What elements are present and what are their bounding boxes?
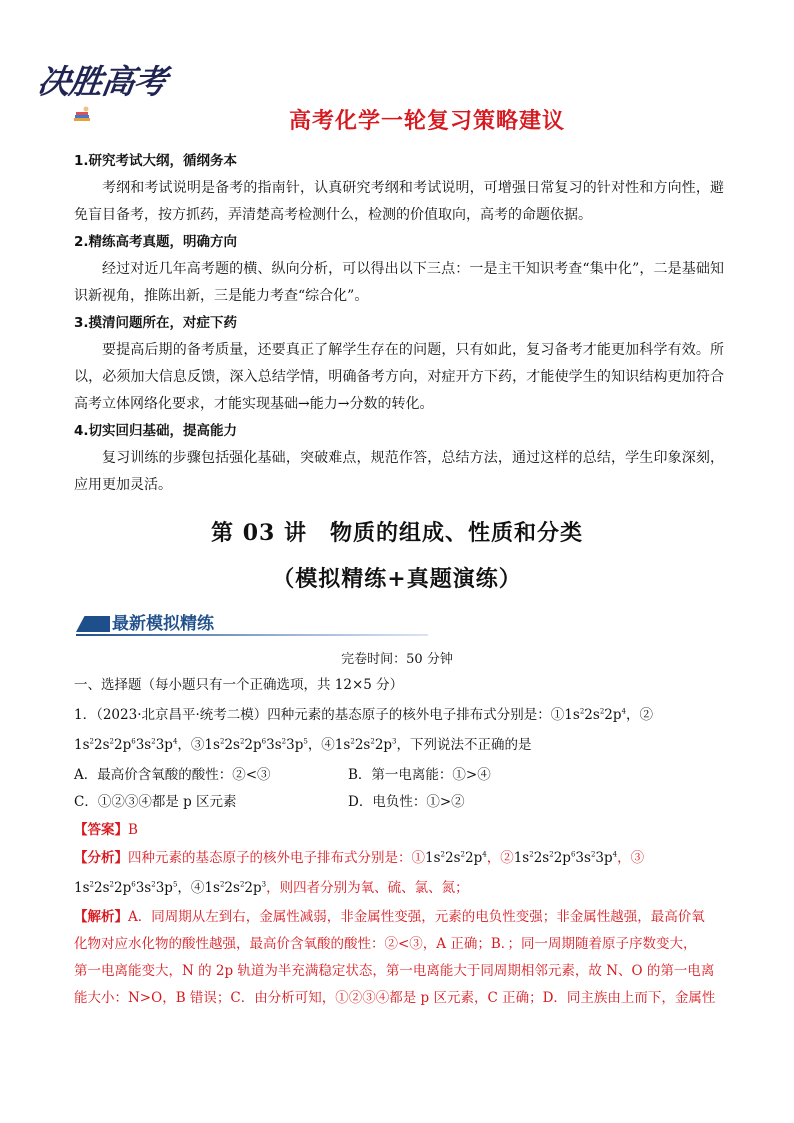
- question-stem-text: 1．（2023·北京昌平·统考二模）四种元素的基态原子的核外电子排布式分别是：①: [74, 707, 565, 723]
- analysis-end: ，则四者分别为氧、硫、氯、氮；: [266, 880, 469, 896]
- explanation-line-1: 【解析】A．同周期从左到右，金属性减弱，非金属性变强，元素的电负性变强；非金属性越强，最高价氧: [74, 909, 705, 925]
- section-heading-4: 4.切实回归基础，提高能力: [74, 423, 238, 439]
- section-body-1: 考纲和考试说明是备考的指南针，认真研究考纲和考试说明，可增强日常复习的针对性和方向性，避免盲目备考，按方抓药，弄清楚高考检测什么，检测的价值取向，高考的命题依据。: [74, 180, 724, 223]
- page-title: 高考化学一轮复习策略建议: [288, 109, 565, 134]
- question-stem-line2: [74, 733, 532, 753]
- option-b: B．第一电离能：①>④: [348, 767, 491, 783]
- analysis-config-1: $1s^22s^22p^4$: [425, 850, 487, 866]
- explanation-line-2: 化物对应水化物的酸性越强，最高价含氧酸的酸性：②<③，A 正确；B．；同一周期随着原子序数变大，: [74, 936, 697, 952]
- banner-ribbon-icon: [76, 616, 110, 632]
- answer-value: B: [128, 822, 138, 838]
- lecture-title: 第 03 讲 物质的组成、性质和分类: [211, 520, 583, 546]
- option-d: D．电负性：①>②: [348, 794, 465, 810]
- time-note: 完卷时间：50 分钟: [341, 652, 453, 667]
- section-body-3: 要提高后期的备考质量，还要真正了解学生存在的问题，只有如此，复习备考才能更加科学有效。所以，必须加大信息反馈，深入总结学情，明确备考方向，对症开方下药，才能使学生的知识结构更加符合高考立体网络化要求，才能实现基础→能力→分数的转化。: [74, 342, 724, 412]
- analysis-line: 【分析】四种元素的基态原子的核外电子排布式分别是：$①1s^22s^22p^4$，$②1s^22s^22p^63s^23p^4$，③: [74, 850, 645, 866]
- explanation-line-4: 能大小：N>O，B 错误；C．由分析可知，①②③④都是 p 区元素，C 正确；D．同主族由上而下，金属性: [74, 990, 716, 1006]
- option-a: A．最高价含氧酸的酸性：②<③: [74, 767, 271, 783]
- section-body-4: 复习训练的步骤包括强化基础，突破难点，规范作答，总结方法，通过这样的总结，学生印象深刻，应用更加灵活。: [74, 450, 724, 493]
- analysis-config-3-4: $1s^22s^22p^63s^23p^5$，$④1s^22s^22p^3$: [74, 880, 267, 896]
- banner-underline: [76, 634, 428, 636]
- question-stem-end: ，下列说法不正确的是: [396, 737, 532, 753]
- answer-label: 【答案】: [74, 822, 128, 838]
- section-body-2: 经过对近几年高考题的横、纵向分析，可以得出以下三点：一是主干知识考查“集中化”，二是基础知识新视角，推陈出新，三是能力考查“综合化”。: [74, 261, 724, 304]
- part-heading: 一、选择题（每小题只有一个正确选项，共 12×5 分）: [74, 677, 404, 693]
- section-banner: [72, 612, 428, 636]
- analysis-config-2: $1s^22s^22p^63s^23p^4$: [513, 850, 618, 866]
- explanation-block: [74, 904, 724, 1012]
- section-heading-3: 3.摸清问题所在，对症下药: [74, 315, 238, 331]
- lecture-subtitle: （模拟精练+真题演练）: [272, 566, 522, 592]
- option-c: C．①②③④都是 p 区元素: [74, 794, 237, 810]
- question-stem: [74, 703, 653, 723]
- explanation-label: 【解析】: [74, 909, 128, 925]
- section-heading-2: 2.精练高考真题，明确方向: [74, 234, 238, 250]
- config-2-4: $1s^22s^22p^63s^23p^4$，$③1s^22s^22p^63s^23p^5$，$④1s^22s^22p^3$: [74, 737, 397, 753]
- answer-line: [74, 818, 138, 838]
- section-heading-1: 1.研究考试大纲，循纲务本: [74, 153, 238, 169]
- analysis-text: 四种元素的基态原子的核外电子排布式分别是：①: [128, 850, 425, 866]
- banner-label: 最新模拟精练: [112, 614, 214, 634]
- config-1: $1s^22s^22p^4$，②: [564, 707, 653, 723]
- logo-text: 决胜高考: [34, 62, 169, 101]
- explanation-line-3: 第一电离能变大，N 的 2p 轨道为半充满稳定状态，第一电离能大于同周期相邻元素，故 N、O 的第一电离: [74, 963, 715, 979]
- analysis-label: 【分析】: [74, 850, 128, 866]
- analysis-line-2: [74, 876, 469, 896]
